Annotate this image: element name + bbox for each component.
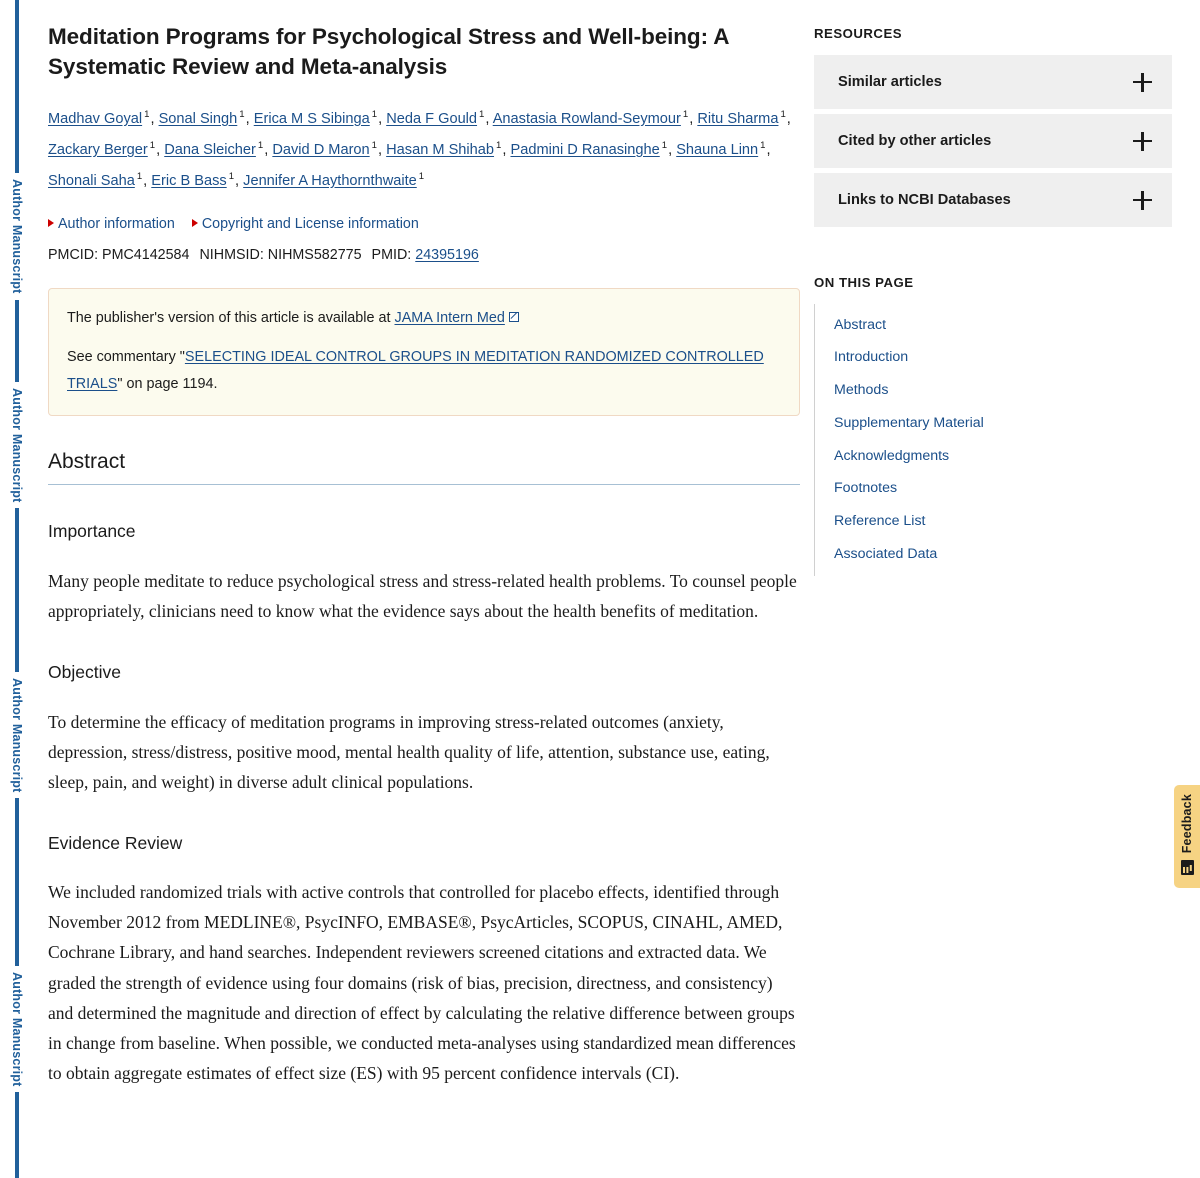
article-main-column (48, 22, 800, 1088)
resources-panel-links-to-ncbi-databases[interactable] (814, 173, 1172, 227)
toc-item-associated-data[interactable]: Associated Data (834, 545, 938, 562)
resources-heading: RESOURCES (814, 26, 903, 41)
author-affiliation-marker: 1 (371, 108, 378, 120)
author-link[interactable]: Sonal Singh (158, 110, 238, 127)
resources-panel-similar-articles[interactable] (814, 55, 1172, 109)
author-affiliation-marker: 1 (371, 139, 378, 151)
pmid-link[interactable]: 24395196 (415, 246, 479, 263)
author-information-link[interactable] (48, 216, 175, 232)
rail-label: Author Manuscript (10, 677, 24, 793)
page-body (34, 0, 1200, 1178)
resources-panel-label: Similar articles (838, 74, 942, 90)
author-link[interactable]: Neda F Gould (386, 110, 478, 127)
publisher-notice-box (48, 288, 800, 416)
author-link[interactable]: Zackary Berger (48, 141, 148, 158)
author-link[interactable]: Dana Sleicher (164, 141, 256, 158)
author-link[interactable]: Ritu Sharma (697, 110, 779, 127)
identifier-line (48, 244, 800, 267)
author-affiliation-marker: 1 (780, 108, 786, 120)
abstract-heading: Abstract (48, 450, 800, 485)
page-title: Meditation Programs for Psychological Stress and Well-being: A Systematic Review and Meta-analysis (48, 24, 729, 79)
chart-icon (1181, 860, 1194, 875)
toc-item-reference-list[interactable]: Reference List (834, 513, 926, 529)
rail-label: Author Manuscript (10, 971, 24, 1087)
rail-line (15, 880, 19, 966)
pmid-label: PMID: (371, 246, 412, 263)
toc-item-supplementary-material[interactable]: Supplementary Material (834, 414, 984, 431)
abstract-subheading-objective: Objective (48, 662, 121, 683)
author-link[interactable]: Erica M S Sibinga (253, 110, 370, 127)
author-information-label: Author information (58, 215, 175, 232)
author-link[interactable]: Shonali Saha (48, 172, 135, 189)
abstract-subheading-evidence-review: Evidence Review (48, 832, 183, 853)
copyright-license-link[interactable] (192, 216, 419, 232)
feedback-button[interactable] (1174, 785, 1200, 888)
plus-icon[interactable] (1133, 73, 1152, 92)
rail-line (15, 1092, 19, 1178)
author-link[interactable]: Anastasia Rowland-Seymour (492, 110, 681, 127)
sidebar (814, 26, 1172, 576)
resources-panel-cited-by-other-articles[interactable] (814, 114, 1172, 168)
author-affiliation-marker: 1 (144, 108, 150, 120)
author-list: Madhav Goyal $^1$, Sonal Singh $^1$, Erica M S Sibinga $^1$, Neda F Gould $^1$, Anastasia Rowland-Seymour $^1$, Ritu Sharma $^1$, Zackary Berger $^1$, Dana Sleicher $^1$, David D Maron $^1$, Hasan M Shihab $^1$, Padmini D Ranasinghe $^1$, Shauna Linn $^1$, Shonali Saha $^1$, Eric B Bass $^1$, Jennifer A Haythornthwaite $^1$ (48, 108, 791, 189)
resources-panel-label: Cited by other articles (838, 133, 992, 149)
pmcid-label: PMCID: (48, 246, 99, 263)
author-affiliation-marker: 1 (496, 139, 502, 151)
toc-item-acknowledgments[interactable]: Acknowledgments (834, 447, 950, 464)
abstract-text-evidence-review: We included randomized trials with active controls that controlled for placebo effects, identified through November 2012 from MEDLINE®, PsycINFO, EMBASE®, PsycArticles, SCOPUS, CINAHL, AMED, Cochrane Library, and hand searches. Independent reviewers screened citations and extracted data. We graded the strength of evidence using four domains (risk of bias, precision, directness, and consistency) and determined the magnitude and direction of effect by calculating the relative difference between groups in change from baseline. When possible, we conducted meta-analyses using standardized mean differences to obtain aggregate estimates of effect size (ES) with 95 percent confidence intervals (CI). (48, 882, 796, 1083)
author-affiliation-marker: 1 (228, 170, 235, 182)
author-link[interactable]: Padmini D Ranasinghe (510, 141, 660, 158)
author-link[interactable]: Shauna Linn (676, 141, 759, 158)
publisher-version-prefix: The publisher's version of this article is available at (67, 310, 395, 327)
rail-segment (8, 300, 26, 590)
author-affiliation-marker: 1 (479, 108, 485, 120)
author-affiliation-marker: 1 (149, 139, 156, 151)
author-affiliation-marker: 1 (418, 170, 425, 182)
author-affiliation-marker: 1 (682, 108, 689, 120)
author-link[interactable]: Hasan M Shihab (386, 141, 495, 158)
author-affiliation-marker: 1 (239, 108, 245, 120)
commentary-line (67, 344, 781, 397)
pmcid-value: PMC4142584 (102, 246, 190, 263)
feedback-label: Feedback (1180, 793, 1194, 854)
author-link[interactable]: David D Maron (272, 141, 370, 158)
abstract-subheading-importance: Importance (48, 521, 136, 542)
rail-line (15, 590, 19, 672)
nihmsid-value: NIHMS582775 (267, 246, 362, 263)
jama-intern-med-link[interactable]: JAMA Intern Med (394, 310, 505, 327)
commentary-suffix: " on page 1194. (117, 375, 218, 392)
author-link[interactable]: Jennifer A Haythornthwaite (243, 172, 417, 189)
author-affiliation-marker: 1 (760, 139, 766, 151)
rail-line (15, 798, 19, 880)
rail-segment (8, 880, 26, 1178)
rail-line (15, 300, 19, 382)
resources-panel-label: Links to NCBI Databases (838, 192, 1011, 208)
plus-icon[interactable] (1133, 132, 1152, 151)
plus-icon[interactable] (1133, 191, 1152, 210)
commentary-link[interactable]: SELECTING IDEAL CONTROL GROUPS IN MEDITATION RANDOMIZED CONTROLLED TRIALS (67, 349, 764, 392)
abstract-text-importance: Many people meditate to reduce psychological stress and stress-related health problems. To counsel people appropriately, clinicians need to know what the evidence says about the health benefits of meditation. (48, 570, 797, 621)
abstract-text-objective: To determine the efficacy of meditation programs in improving stress-related outcomes (anxiety, depression, stress/distress, positive mood, mental health quality of life, attention, substance use, eating, sleep, pain, and weight) in diverse adult clinical populations. (48, 711, 770, 792)
author-affiliation-marker: 1 (661, 139, 668, 151)
rail-line (15, 0, 19, 173)
article-info-links (48, 213, 800, 236)
author-link[interactable]: Eric B Bass (151, 172, 227, 189)
on-this-page-heading: ON THIS PAGE (814, 275, 914, 290)
rail-segment (8, 0, 26, 300)
publisher-version-line (67, 305, 781, 332)
copyright-license-label: Copyright and License information (201, 215, 419, 232)
author-affiliation-marker: 1 (257, 139, 264, 151)
toc-item-introduction[interactable]: Introduction (834, 349, 909, 366)
toc-item-abstract[interactable]: Abstract (834, 316, 887, 333)
external-link-icon (509, 312, 519, 322)
author-manuscript-rail (0, 0, 34, 1178)
toc-item-footnotes[interactable]: Footnotes (834, 480, 898, 497)
nihmsid-label: NIHMSID: (199, 246, 264, 263)
rail-label: Author Manuscript (10, 387, 24, 503)
commentary-prefix: See commentary " (67, 349, 185, 366)
author-affiliation-marker: 1 (136, 170, 143, 182)
table-of-contents (814, 304, 1172, 576)
toc-item-methods[interactable]: Methods (834, 382, 889, 398)
triangle-right-icon (192, 219, 198, 227)
rail-label: Author Manuscript (10, 179, 24, 294)
author-link[interactable]: Madhav Goyal (48, 110, 143, 127)
rail-line (15, 508, 19, 590)
rail-segment (8, 590, 26, 880)
triangle-right-icon (48, 219, 54, 227)
